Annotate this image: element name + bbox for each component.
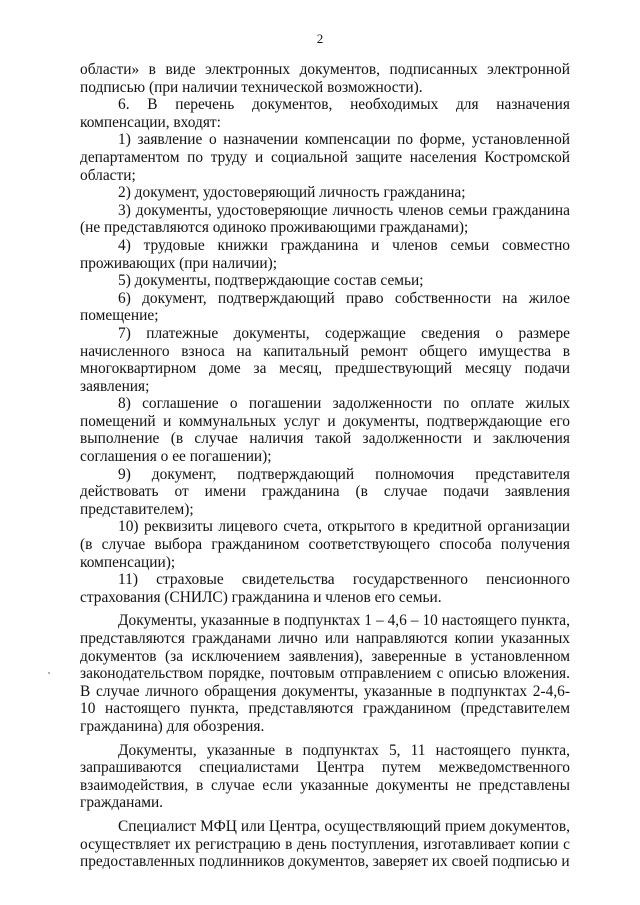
paragraph-personal-submission: Документы, указанные в подпунктах 1 – 4,6 – 10 настоящего пункта, представляются гражданами лично или направляются копии указанных документов (за исключением заявления), заверенные в установленном законодательством порядке, почтовым отправлением с описью вложения. В случае личного обращения документы, указанные в подпунктах 2-4,6-10 настоящего пункта, представляются гражданином (представителем гражданина) для обозрения. — [80, 612, 570, 735]
list-item-11: 11) страховые свидетельства государственного пенсионного страхования (СНИЛС) гражданина и членов его семьи. — [80, 571, 570, 606]
document-body — [80, 61, 570, 871]
list-item-8: 8) соглашение о погашении задолженности по оплате жилых помещений и коммунальных услуг и документы, подтверждающие его выполнение (в случае наличия такой задолженности и заключения соглашения о ее погашении); — [80, 395, 570, 466]
list-item-4: 4) трудовые книжки гражданина и членов семьи совместно проживающих (при наличии); — [80, 236, 570, 272]
list-item-1: 1) заявление о назначении компенсации по форме, установленной департаментом по труду и социальной защите населения Костромской области; — [80, 131, 570, 184]
paragraph-interagency-request: Документы, указанные в подпунктах 5, 11 настоящего пункта, запрашиваются специалистами Центра путем межведомственного взаимодействия, в случае если указанные документы не представлены гражданами. — [80, 741, 570, 812]
page-number: 2 — [316, 31, 324, 46]
list-item-2: 2) документ, удостоверяющий личность гражданина; — [118, 184, 466, 202]
list-item-6: 6) документ, подтверждающий право собственности на жилое помещение; — [80, 289, 570, 325]
list-item-9: 9) документ, подтверждающий полномочия представителя действовать от имени гражданина (в случае подачи заявления представителем); — [80, 465, 570, 518]
list-item-3: 3) документы, удостоверяющие личность членов семьи гражданина (не представляются одиноко проживающими гражданами); — [80, 201, 570, 237]
paragraph-intro-continuation: области» в виде электронных документов, подписанных электронной подписью (при наличии технической возможности). — [80, 61, 570, 96]
scan-speck — [48, 672, 50, 674]
paragraph-mfc-specialist: Специалист МФЦ или Центра, осуществляющий прием документов, осуществляет их регистрацию в день поступления, изготавливает копии с предоставленных подлинников документов, заверяет их своей подписью и — [80, 817, 570, 871]
paragraph-item-6-heading: 6. В перечень документов, необходимых для назначения компенсации, входят: — [80, 96, 570, 131]
list-item-7: 7) платежные документы, содержащие сведения о размере начисленного взноса на капитальный ремонт общего имущества в многоквартирном доме за месяц, предшествующий месяцу подачи заявления; — [80, 324, 570, 395]
list-item-10: 10) реквизиты лицевого счета, открытого в кредитной организации (в случае выбора гражданином соответствующего способа получения компенсации); — [80, 518, 570, 571]
list-item-5: 5) документы, подтверждающие состав семьи; — [118, 272, 424, 290]
